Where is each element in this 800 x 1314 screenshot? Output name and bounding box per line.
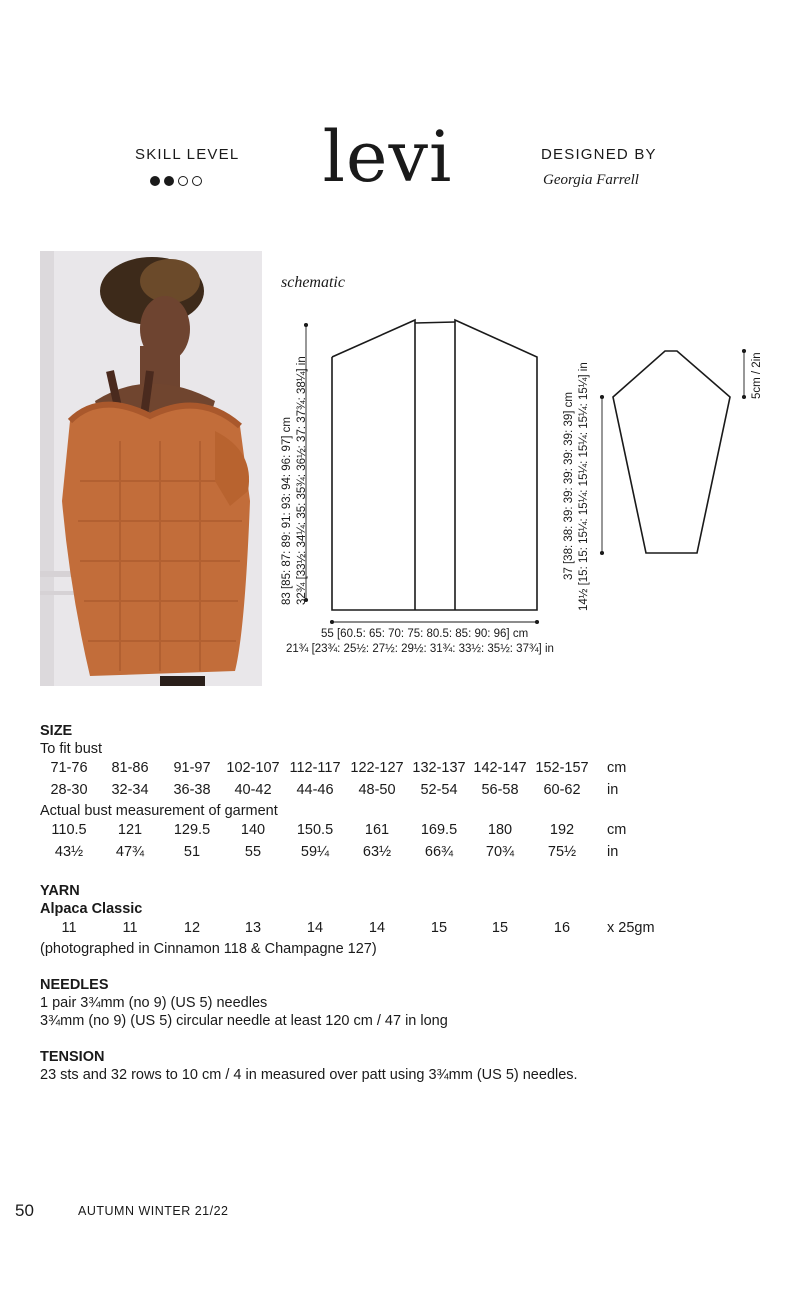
length-cm-label: 83 [85: 87: 89: 91: 93: 94: 96: 97] cm — [281, 417, 293, 605]
table-cell: 102-107 — [226, 760, 280, 776]
back-neck-edge — [415, 322, 455, 323]
yarn-balls-row — [40, 918, 740, 940]
table-cell: 142-147 — [473, 760, 527, 776]
table-cell: 43½ — [54, 844, 84, 860]
table-cell: 36-38 — [173, 782, 211, 798]
table-cell: 12 — [183, 920, 201, 936]
table-cell: 71-76 — [50, 760, 88, 776]
table-cell: 112-117 — [289, 760, 341, 776]
table-cell: 28-30 — [50, 782, 88, 798]
unit-label: in — [607, 844, 619, 860]
page-number: 50 — [15, 1201, 34, 1220]
fit-bust-label: To fit bust — [40, 741, 103, 757]
table-cell: 192 — [549, 822, 575, 838]
table-cell: 60-62 — [543, 782, 581, 798]
table-cell: 122-127 — [350, 760, 404, 776]
table-cell: 91-97 — [173, 760, 211, 776]
length-in-label: 32¾ [33½: 34¼: 35: 35¾: 36½: 37: 37¾: 38¼] in — [296, 356, 308, 605]
issue-label: AUTUMN WINTER 21/22 — [78, 1204, 229, 1218]
fit-bust-in-row — [40, 780, 740, 802]
body-outline — [332, 320, 537, 610]
table-cell: 132-137 — [412, 760, 466, 776]
table-cell: 81-86 — [111, 760, 149, 776]
unit-label: x 25gm — [607, 920, 655, 936]
fit-bust-cm-row — [40, 758, 740, 780]
actual-bust-cm-row — [40, 820, 740, 842]
table-cell: 15 — [491, 920, 509, 936]
table-cell: 129.5 — [173, 822, 211, 838]
unit-label: in — [607, 782, 619, 798]
tension-heading: TENSION — [40, 1049, 105, 1065]
tension-text: 23 sts and 32 rows to 10 cm / 4 in measured over patt using 3¾mm (US 5) needles. — [40, 1067, 578, 1083]
table-cell: 169.5 — [420, 822, 458, 838]
table-cell: 180 — [487, 822, 513, 838]
table-cell: 140 — [240, 822, 266, 838]
table-cell: 47¾ — [115, 844, 145, 860]
table-cell: 150.5 — [296, 822, 334, 838]
schematic-label: schematic — [281, 274, 345, 291]
table-cell: 161 — [364, 822, 390, 838]
table-cell: 44-46 — [296, 782, 334, 798]
table-cell: 13 — [244, 920, 262, 936]
table-cell: 152-157 — [535, 760, 589, 776]
table-cell: 66¾ — [424, 844, 454, 860]
table-cell: 56-58 — [481, 782, 519, 798]
table-cell: 32-34 — [111, 782, 149, 798]
table-cell: 70¾ — [485, 844, 515, 860]
table-cell: 63½ — [362, 844, 392, 860]
cap-label: 5cm / 2in — [751, 352, 763, 399]
skill-level-label: SKILL LEVEL — [135, 146, 240, 163]
yarn-name: Alpaca Classic — [40, 901, 143, 917]
table-cell: 14 — [368, 920, 386, 936]
designed-by-label: DESIGNED BY — [541, 146, 657, 163]
left-front-panel — [332, 320, 415, 610]
needles-pair: 1 pair 3¾mm (no 9) (US 5) needles — [40, 995, 268, 1011]
width-cm-label: 55 [60.5: 65: 70: 75: 80.5: 85: 90: 96] cm — [321, 628, 529, 640]
table-cell: 15 — [430, 920, 448, 936]
table-cell: 51 — [183, 844, 201, 860]
sleeve-in-label: 14½ [15: 15: 15¼: 15¼: 15¼: 15¼: 15¼: 15¼] in — [578, 362, 590, 611]
needles-circular: 3¾mm (no 9) (US 5) circular needle at least 120 cm / 47 in long — [40, 1013, 448, 1029]
table-cell: 52-54 — [420, 782, 458, 798]
width-in-label: 21¾ [23¾: 25½: 27½: 29½: 31¾: 33½: 35½: 37¾] in — [286, 643, 554, 655]
needles-heading: NEEDLES — [40, 977, 109, 993]
table-cell: 75½ — [547, 844, 577, 860]
table-cell: 55 — [244, 844, 262, 860]
size-heading: SIZE — [40, 723, 73, 739]
designer-name: Georgia Farrell — [543, 172, 639, 188]
table-cell: 14 — [306, 920, 324, 936]
actual-bust-in-row — [40, 842, 740, 864]
table-cell: 121 — [117, 822, 143, 838]
actual-bust-label: Actual bust measurement of garment — [40, 803, 278, 819]
table-cell: 40-42 — [234, 782, 272, 798]
pattern-specs — [40, 722, 740, 1084]
unit-label: cm — [607, 760, 627, 776]
sleeve-cm-label: 37 [38: 38: 39: 39: 39: 39: 39: 39] cm — [563, 392, 575, 580]
pattern-title: levi — [322, 116, 453, 198]
yarn-note: (photographed in Cinnamon 118 & Champagne 127) — [40, 941, 377, 957]
table-cell: 16 — [553, 920, 571, 936]
table-cell: 59¼ — [300, 844, 330, 860]
table-cell: 11 — [122, 920, 138, 936]
sleeve-outline — [613, 351, 730, 553]
yarn-heading: YARN — [40, 883, 80, 899]
unit-label: cm — [607, 822, 627, 838]
table-cell: 11 — [61, 920, 77, 936]
table-cell: 48-50 — [358, 782, 396, 798]
table-cell: 110.5 — [51, 822, 87, 838]
